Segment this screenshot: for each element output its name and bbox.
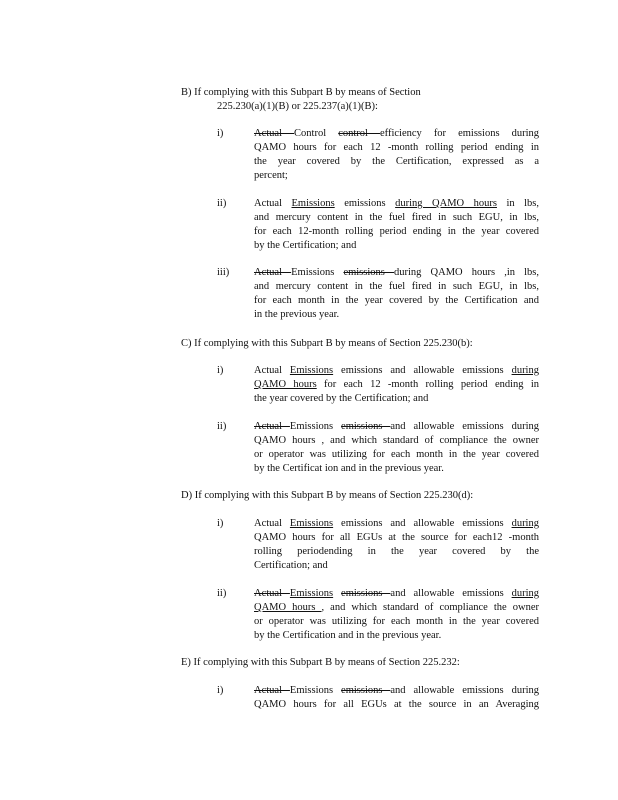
text: Actual bbox=[254, 198, 292, 209]
text-line: the year covered by the Certification; and bbox=[254, 393, 429, 404]
d-ii-number: ii) bbox=[217, 588, 227, 599]
d-ii-text bbox=[254, 587, 539, 643]
text: Actual bbox=[254, 518, 290, 529]
text-line: rolling periodending in the year covered by the bbox=[254, 546, 539, 557]
text-line: QAMO hours for all EGUs at the source in an Averaging bbox=[254, 699, 539, 710]
text-line: and mercury content in the fuel fired in such EGU, in lbs, bbox=[254, 281, 539, 292]
b-ii-number: ii) bbox=[217, 198, 227, 209]
inserted-text: Emissions bbox=[289, 518, 334, 529]
text: Actual bbox=[254, 365, 290, 376]
section-b-heading-line-1: B) If complying with this Subpart B by means of Section bbox=[181, 87, 421, 98]
inserted-text: during QAMO hours bbox=[395, 198, 497, 209]
text: and allowable emissions during bbox=[390, 685, 539, 696]
text-line: percent; bbox=[254, 170, 288, 181]
text: and allowable emissions bbox=[390, 588, 512, 599]
text: Control bbox=[294, 128, 339, 139]
text: and allowable emissions during bbox=[390, 421, 539, 432]
b-i-text bbox=[254, 127, 539, 183]
text-line: the year covered by the Certification, expressed as a bbox=[254, 156, 539, 167]
inserted-text: Emissions bbox=[289, 588, 334, 599]
text bbox=[333, 588, 341, 599]
deleted-text: control bbox=[338, 128, 380, 139]
b-iii-number: iii) bbox=[217, 267, 230, 278]
deleted-text: emissions bbox=[343, 267, 394, 278]
b-ii-text bbox=[254, 197, 539, 253]
deleted-text: Actual bbox=[254, 267, 292, 278]
text-line: Certification; and bbox=[254, 560, 328, 571]
c-ii-number: ii) bbox=[217, 421, 227, 432]
inserted-text: during bbox=[511, 588, 540, 599]
text-line: QAMO hours for each 12 -month rolling period ending in bbox=[254, 142, 539, 153]
text: emissions and allowable emissions bbox=[333, 518, 512, 529]
deleted-text: emissions bbox=[341, 685, 391, 696]
inserted-text: QAMO hours bbox=[254, 379, 317, 390]
deleted-text: Actual bbox=[254, 128, 295, 139]
text-line: and mercury content in the fuel fired in such EGU, in lbs, bbox=[254, 212, 539, 223]
b-iii-text bbox=[254, 266, 539, 322]
deleted-text: emissions bbox=[341, 588, 391, 599]
deleted-text: Actual bbox=[254, 421, 290, 432]
inserted-text: Emissions bbox=[291, 198, 335, 209]
text: efficiency for emissions during bbox=[379, 128, 539, 139]
section-c-heading: C) If complying with this Subpart B by means of Section 225.230(b): bbox=[181, 338, 473, 349]
e-i-number: i) bbox=[217, 685, 224, 696]
text-line: for each month in the year covered by the Certification and bbox=[254, 295, 539, 306]
inserted-text: during bbox=[511, 518, 539, 529]
text-line: by the Certificat ion and in the previous year. bbox=[254, 463, 444, 474]
c-ii-text bbox=[254, 420, 539, 476]
deleted-text: emissions bbox=[341, 421, 391, 432]
text-line: for each 12-month rolling period ending in the year covered bbox=[254, 226, 539, 237]
c-i-text bbox=[254, 364, 539, 406]
e-i-text bbox=[254, 684, 539, 712]
section-d-heading: D) If complying with this Subpart B by means of Section 225.230(d): bbox=[181, 490, 474, 501]
b-i-number: i) bbox=[217, 128, 224, 139]
text: during QAMO hours ,in lbs, bbox=[393, 267, 539, 278]
text-line: QAMO hours for all EGUs at the source for each12 -month bbox=[254, 532, 539, 543]
text-line: by the Certification; and bbox=[254, 240, 357, 251]
text: Emissions bbox=[289, 685, 342, 696]
text: in lbs, bbox=[496, 198, 539, 209]
section-e-heading: E) If complying with this Subpart B by means of Section 225.232: bbox=[181, 657, 460, 668]
text-line: QAMO hours , and which standard of compliance the owner bbox=[254, 435, 539, 446]
d-i-text bbox=[254, 517, 539, 573]
text: for each 12 -month rolling period ending in bbox=[316, 379, 539, 390]
inserted-text: QAMO hours bbox=[254, 602, 322, 613]
text: , and which standard of compliance the owner bbox=[321, 602, 539, 613]
inserted-text: during bbox=[511, 365, 539, 376]
text-line: or operator was utilizing for each month in the year covered bbox=[254, 616, 539, 627]
c-i-number: i) bbox=[217, 365, 224, 376]
deleted-text: Actual bbox=[254, 685, 290, 696]
text: emissions bbox=[334, 198, 396, 209]
text: Emissions bbox=[289, 421, 342, 432]
deleted-text: Actual bbox=[254, 588, 290, 599]
d-i-number: i) bbox=[217, 518, 224, 529]
text-line: by the Certification and in the previous year. bbox=[254, 630, 442, 641]
section-b-heading-line-2: 225.230(a)(1)(B) or 225.237(a)(1)(B): bbox=[217, 101, 378, 112]
text: emissions and allowable emissions bbox=[333, 365, 512, 376]
text-line: or operator was utilizing for each month in the year covered bbox=[254, 449, 539, 460]
section-b-heading bbox=[181, 86, 541, 114]
text-line: in the previous year. bbox=[254, 309, 340, 320]
text: Emissions bbox=[291, 267, 344, 278]
inserted-text: Emissions bbox=[289, 365, 334, 376]
